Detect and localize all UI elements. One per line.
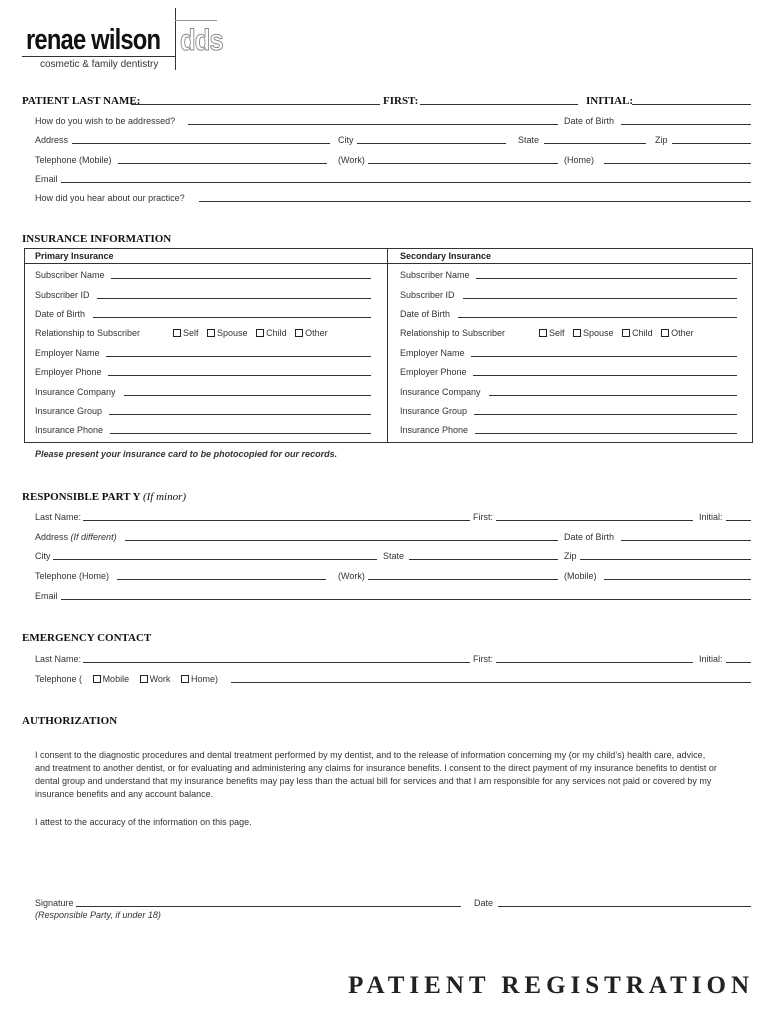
resp-work-label: (Work) xyxy=(338,571,365,581)
emerg-first-label: First: xyxy=(473,654,493,664)
patient-home-field[interactable] xyxy=(604,163,751,164)
label-patient-work: (Work) xyxy=(338,155,365,165)
resp-first-field[interactable] xyxy=(496,520,693,521)
patient-work-field[interactable] xyxy=(368,163,558,164)
secondary-subscriber-name-label: Subscriber Name xyxy=(400,270,470,280)
resp-zip-label: Zip xyxy=(564,551,577,561)
patient-city-field[interactable] xyxy=(357,143,506,144)
emerg-mobile-label: Mobile xyxy=(102,674,130,684)
emerg-telephone-label: Telephone ( xyxy=(35,674,83,684)
patient-state-field[interactable] xyxy=(544,143,646,144)
emerg-initial-label: Initial: xyxy=(699,654,723,664)
patient-tel-mobile-field[interactable] xyxy=(118,163,327,164)
patient-initial-field[interactable] xyxy=(632,104,751,105)
resp-tel-home-label: Telephone (Home) xyxy=(35,571,110,581)
label-patient-last-name: PATIENT LAST NAME: xyxy=(22,95,141,107)
label-patient-first: FIRST: xyxy=(383,95,419,107)
insurance-heading: INSURANCE INFORMATION xyxy=(22,233,172,245)
addressed-field[interactable] xyxy=(188,124,558,125)
primary-phone-field[interactable] xyxy=(110,433,371,434)
authorization-text-line-3: dental group and understand that my insurance benefits may pay less than the actual bill for services and that I am responsible for any services not paid or covered by my xyxy=(35,776,712,786)
attest-text: I attest to the accuracy of the information on this page. xyxy=(35,817,252,827)
primary-company-label: Insurance Company xyxy=(35,387,116,397)
secondary-self-label: Self xyxy=(549,328,565,338)
resp-dob-label: Date of Birth xyxy=(564,532,615,542)
primary-child-label: Child xyxy=(266,328,287,338)
emerg-home-label: Home) xyxy=(190,674,218,684)
resp-initial-field[interactable] xyxy=(726,520,751,521)
primary-self-label: Self xyxy=(183,328,199,338)
resp-address-text: Address xyxy=(35,532,69,542)
label-patient-state: State xyxy=(518,135,540,145)
primary-group-label: Insurance Group xyxy=(35,406,103,416)
primary-employer-phone-field[interactable] xyxy=(108,375,371,376)
resp-state-field[interactable] xyxy=(409,559,558,560)
resp-email-label: Email xyxy=(35,591,58,601)
responsible-heading-text: RESPONSIBLE PART Y xyxy=(22,491,141,503)
label-patient-initial: INITIAL: xyxy=(586,95,634,107)
authorization-text-line-4: insurance benefits and any account balance. xyxy=(35,789,214,799)
secondary-phone-label: Insurance Phone xyxy=(400,425,469,435)
secondary-child-checkbox[interactable] xyxy=(622,329,630,337)
secondary-insurance-header: Secondary Insurance xyxy=(400,251,492,261)
resp-mobile-field[interactable] xyxy=(604,579,751,580)
secondary-group-field[interactable] xyxy=(474,414,737,415)
primary-dob-label: Date of Birth xyxy=(35,309,86,319)
secondary-relationship-label: Relationship to Subscriber xyxy=(400,328,506,338)
emerg-telephone-row xyxy=(35,674,218,684)
responsible-heading xyxy=(22,491,186,503)
authorization-text-line-2: and treatment to another dentist, or for evaluating and administering any claims for insurance benefits. I consent to the direct payment of my insurance benefits to dentist or xyxy=(35,763,717,773)
signature-note: (Responsible Party, if under 18) xyxy=(35,910,161,920)
patient-dob-field[interactable] xyxy=(621,124,751,125)
label-patient-dob: Date of Birth xyxy=(564,116,615,126)
label-patient-zip: Zip xyxy=(655,135,668,145)
secondary-subscriber-id-label: Subscriber ID xyxy=(400,290,455,300)
primary-employer-phone-label: Employer Phone xyxy=(35,367,102,377)
responsible-heading-note: (If minor) xyxy=(142,491,187,503)
label-heard: How did you hear about our practice? xyxy=(35,193,185,203)
emerg-work-label: Work xyxy=(149,674,171,684)
insurance-table-divider xyxy=(387,248,388,442)
secondary-company-label: Insurance Company xyxy=(400,387,481,397)
patient-last-name-field[interactable] xyxy=(131,104,380,105)
primary-group-field[interactable] xyxy=(109,414,371,415)
resp-email-field[interactable] xyxy=(61,599,751,600)
primary-company-field[interactable] xyxy=(124,395,371,396)
primary-self-checkbox[interactable] xyxy=(173,329,181,337)
secondary-company-field[interactable] xyxy=(489,395,737,396)
resp-last-name-label: Last Name: xyxy=(35,512,82,522)
emerg-first-field[interactable] xyxy=(496,662,693,663)
label-patient-city: City xyxy=(338,135,354,145)
emerg-initial-field[interactable] xyxy=(726,662,751,663)
logo-top-rule xyxy=(175,20,217,21)
signature-label: Signature xyxy=(35,898,74,908)
secondary-employer-name-field[interactable] xyxy=(471,356,737,357)
logo-subtitle: cosmetic & family dentistry xyxy=(40,59,159,70)
secondary-spouse-label: Spouse xyxy=(583,328,614,338)
logo-name: renae wilson xyxy=(26,24,161,56)
label-addressed: How do you wish to be addressed? xyxy=(35,116,176,126)
primary-other-checkbox[interactable] xyxy=(295,329,303,337)
signature-field[interactable] xyxy=(76,906,461,907)
patient-first-field[interactable] xyxy=(420,104,578,105)
emerg-home-checkbox[interactable] xyxy=(181,675,189,683)
emerg-mobile-checkbox[interactable] xyxy=(93,675,101,683)
primary-subscriber-id-field[interactable] xyxy=(97,298,371,299)
label-patient-tel-mobile: Telephone (Mobile) xyxy=(35,155,112,165)
primary-employer-name-field[interactable] xyxy=(106,356,371,357)
resp-tel-home-field[interactable] xyxy=(117,579,326,580)
authorization-heading: AUTHORIZATION xyxy=(22,715,118,727)
resp-initial-label: Initial: xyxy=(699,512,723,522)
secondary-relationship-options xyxy=(539,328,694,338)
resp-last-name-field[interactable] xyxy=(83,520,470,521)
emerg-last-name-field[interactable] xyxy=(83,662,470,663)
secondary-subscriber-id-field[interactable] xyxy=(463,298,737,299)
resp-address-label xyxy=(35,532,117,542)
primary-subscriber-name-field[interactable] xyxy=(111,278,371,279)
primary-phone-label: Insurance Phone xyxy=(35,425,104,435)
logo-underline xyxy=(22,56,175,57)
emerg-work-checkbox[interactable] xyxy=(140,675,148,683)
primary-spouse-checkbox[interactable] xyxy=(207,329,215,337)
primary-child-checkbox[interactable] xyxy=(256,329,264,337)
patient-email-field[interactable] xyxy=(61,182,751,183)
primary-relationship-options xyxy=(173,328,328,338)
logo-divider xyxy=(175,8,176,70)
resp-address-note: (If different) xyxy=(70,532,117,542)
emerg-last-name-label: Last Name: xyxy=(35,654,82,664)
primary-dob-field[interactable] xyxy=(93,317,371,318)
resp-first-label: First: xyxy=(473,512,493,522)
resp-mobile-label: (Mobile) xyxy=(564,571,597,581)
primary-relationship-label: Relationship to Subscriber xyxy=(35,328,141,338)
secondary-employer-name-label: Employer Name xyxy=(400,348,465,358)
emerg-telephone-field[interactable] xyxy=(231,682,751,683)
insurance-card-note: Please present your insurance card to be photocopied for our records. xyxy=(35,449,338,459)
label-patient-address: Address xyxy=(35,135,69,145)
primary-subscriber-name-label: Subscriber Name xyxy=(35,270,105,280)
secondary-dob-field[interactable] xyxy=(458,317,737,318)
secondary-dob-label: Date of Birth xyxy=(400,309,451,319)
primary-other-label: Other xyxy=(305,328,328,338)
resp-dob-field[interactable] xyxy=(621,540,751,541)
emergency-heading: EMERGENCY CONTACT xyxy=(22,632,152,644)
patient-zip-field[interactable] xyxy=(672,143,751,144)
resp-address-field[interactable] xyxy=(125,540,558,541)
date-field[interactable] xyxy=(498,906,751,907)
secondary-other-label: Other xyxy=(671,328,694,338)
date-label: Date xyxy=(474,898,494,908)
primary-subscriber-id-label: Subscriber ID xyxy=(35,290,90,300)
resp-work-field[interactable] xyxy=(368,579,558,580)
heard-field[interactable] xyxy=(199,201,751,202)
resp-zip-field[interactable] xyxy=(580,559,751,560)
primary-insurance-header: Primary Insurance xyxy=(35,251,114,261)
logo-dds: dds xyxy=(180,24,223,57)
secondary-employer-phone-field[interactable] xyxy=(473,375,737,376)
label-patient-email: Email xyxy=(35,174,58,184)
secondary-other-checkbox[interactable] xyxy=(661,329,669,337)
primary-employer-name-label: Employer Name xyxy=(35,348,100,358)
secondary-employer-phone-label: Employer Phone xyxy=(400,367,467,377)
resp-city-field[interactable] xyxy=(53,559,377,560)
secondary-phone-field[interactable] xyxy=(475,433,737,434)
label-patient-home: (Home) xyxy=(564,155,595,165)
secondary-subscriber-name-field[interactable] xyxy=(476,278,737,279)
patient-address-field[interactable] xyxy=(72,143,330,144)
secondary-child-label: Child xyxy=(632,328,653,338)
form-title: PATIENT REGISTRATION xyxy=(348,972,754,999)
secondary-self-checkbox[interactable] xyxy=(539,329,547,337)
resp-state-label: State xyxy=(383,551,405,561)
authorization-text-line-1: I consent to the diagnostic procedures and dental treatment performed by my dentist, and to the release of information concerning my (or my child’s) health care, advice, xyxy=(35,750,706,760)
primary-spouse-label: Spouse xyxy=(217,328,248,338)
secondary-spouse-checkbox[interactable] xyxy=(573,329,581,337)
secondary-group-label: Insurance Group xyxy=(400,406,468,416)
resp-city-label: City xyxy=(35,551,51,561)
